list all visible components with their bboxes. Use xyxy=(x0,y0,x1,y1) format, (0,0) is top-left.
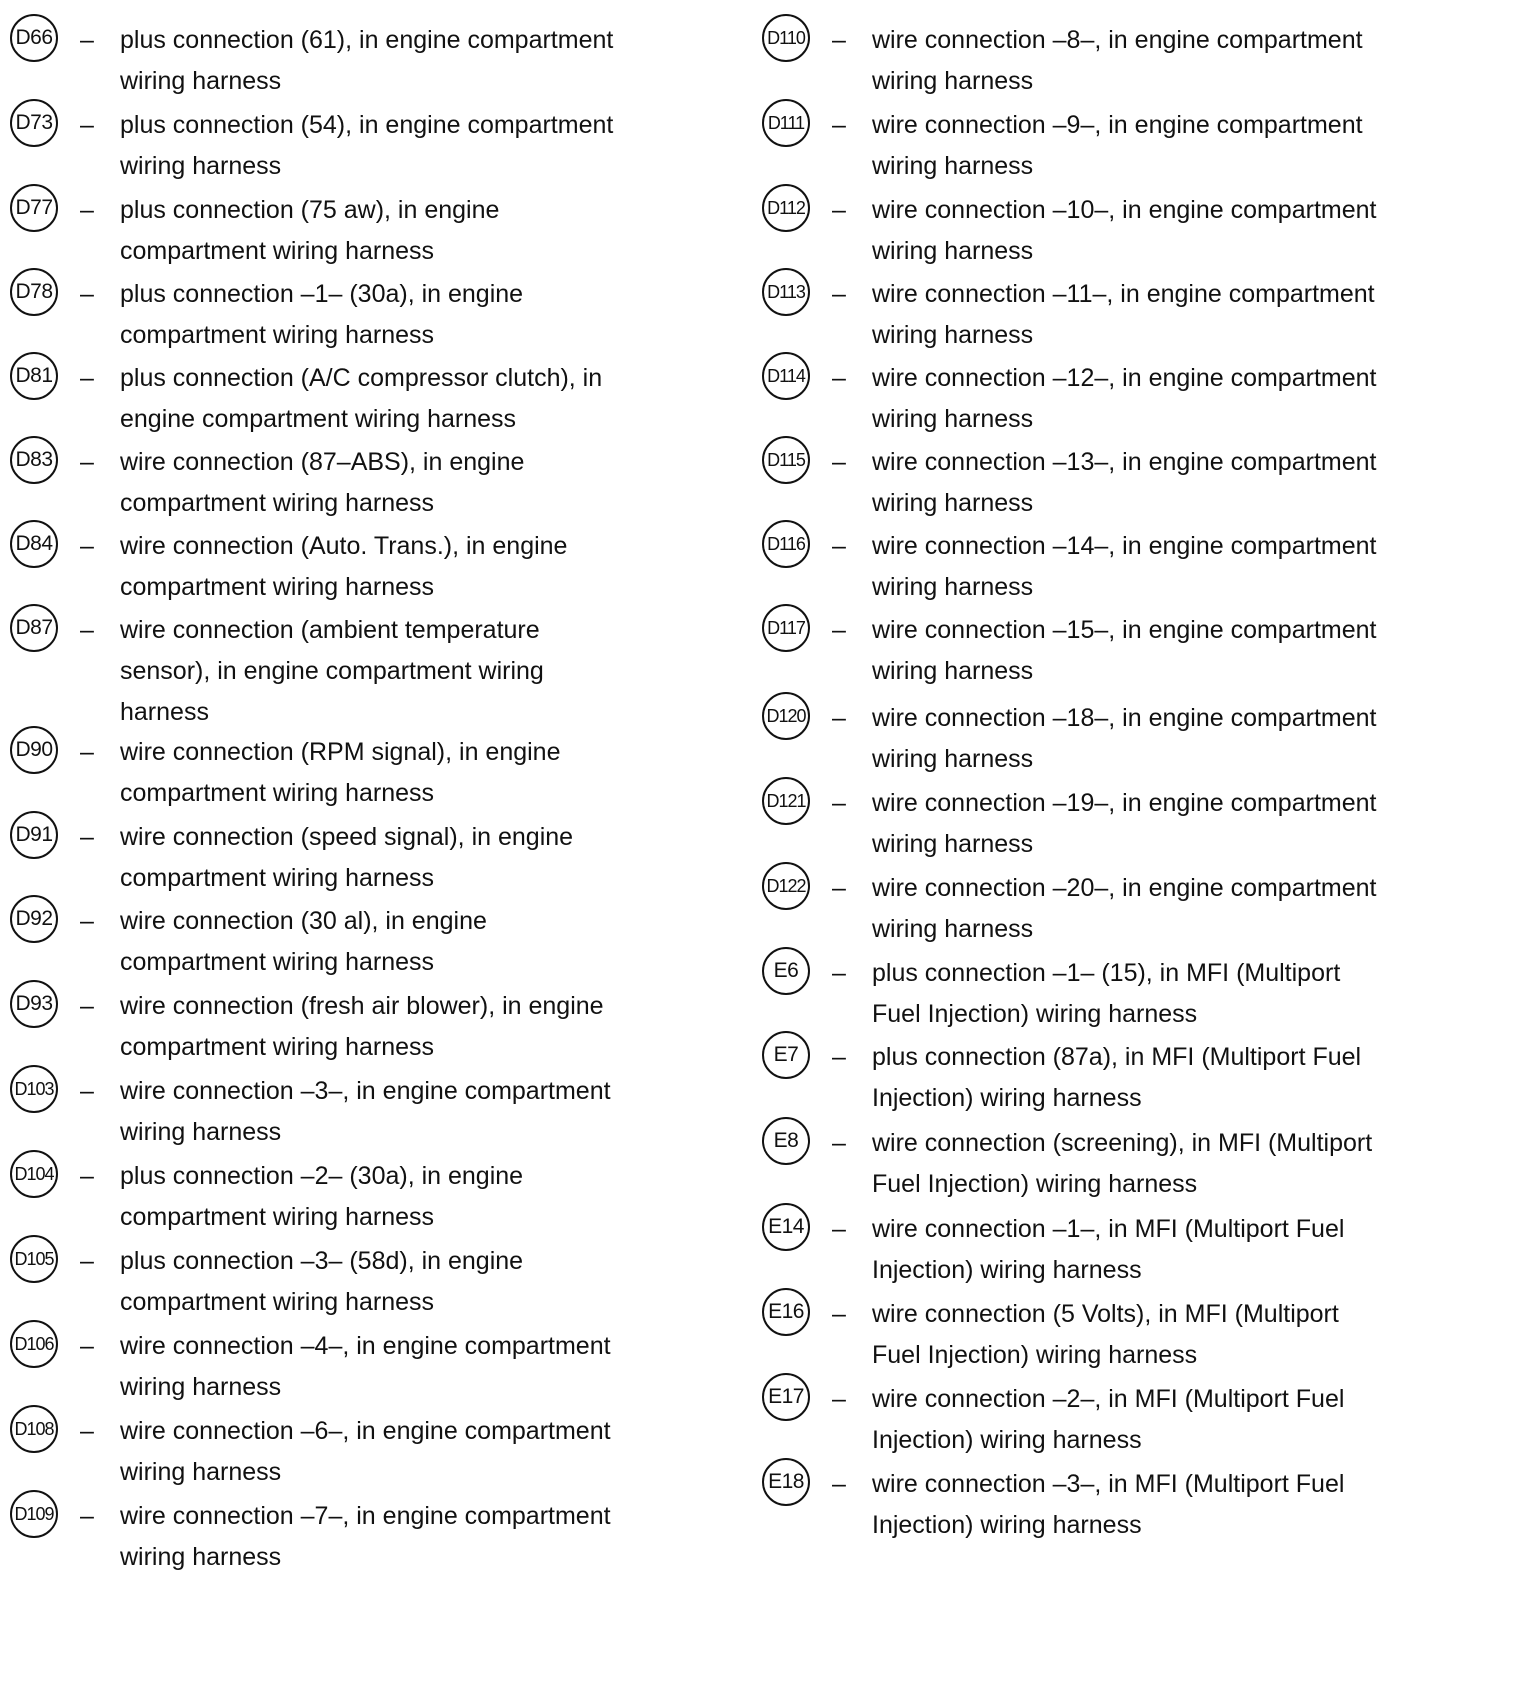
connector-description: wire connection –14–, in engine compartment wiring harness xyxy=(872,532,1377,601)
connector-code-badge: D81 xyxy=(10,352,58,400)
connector-description: wire connection –1–, in MFI (Multiport Fuel Injection) wiring harness xyxy=(872,1215,1345,1284)
separator-dash: – xyxy=(832,1300,846,1328)
connector-description: wire connection –15–, in engine compartment wiring harness xyxy=(872,616,1377,685)
separator-dash: – xyxy=(80,196,94,224)
connector-description: wire connection (87–ABS), in engine compartment wiring harness xyxy=(120,448,525,517)
connector-code-badge: D104 xyxy=(10,1150,58,1198)
connector-description: wire connection –3–, in engine compartment wiring harness xyxy=(120,1077,611,1146)
separator-dash: – xyxy=(832,532,846,560)
connector-code-badge: D120 xyxy=(762,692,810,740)
connector-code-badge: E16 xyxy=(762,1288,810,1336)
separator-dash: – xyxy=(80,823,94,851)
connector-code-badge: D91 xyxy=(10,811,58,859)
separator-dash: – xyxy=(832,111,846,139)
connector-code-badge: D90 xyxy=(10,726,58,774)
connector-code-badge: E8 xyxy=(762,1117,810,1165)
connector-description: wire connection (RPM signal), in engine compartment wiring harness xyxy=(120,738,561,807)
separator-dash: – xyxy=(80,1417,94,1445)
separator-dash: – xyxy=(80,1502,94,1530)
separator-dash: – xyxy=(80,1332,94,1360)
connector-description: wire connection (ambient temperature sensor), in engine compartment wiring harness xyxy=(120,616,544,726)
connector-code-badge: D113 xyxy=(762,268,810,316)
connector-description: plus connection –2– (30a), in engine compartment wiring harness xyxy=(120,1162,524,1231)
separator-dash: – xyxy=(80,1162,94,1190)
connector-description: wire connection –9–, in engine compartment wiring harness xyxy=(872,111,1363,180)
connector-description: plus connection (61), in engine compartment wiring harness xyxy=(120,26,614,95)
connector-description: wire connection –11–, in engine compartment wiring harness xyxy=(872,280,1375,349)
separator-dash: – xyxy=(80,907,94,935)
connector-code-badge: D92 xyxy=(10,895,58,943)
separator-dash: – xyxy=(832,616,846,644)
separator-dash: – xyxy=(832,704,846,732)
connector-code-badge: D106 xyxy=(10,1320,58,1368)
connector-description: wire connection –12–, in engine compartment wiring harness xyxy=(872,364,1377,433)
connector-code-badge: D114 xyxy=(762,352,810,400)
connector-description: plus connection –1– (30a), in engine compartment wiring harness xyxy=(120,280,524,349)
separator-dash: – xyxy=(832,448,846,476)
connector-code-badge: D110 xyxy=(762,14,810,62)
separator-dash: – xyxy=(832,1470,846,1498)
separator-dash: – xyxy=(832,1129,846,1157)
connector-description: wire connection –10–, in engine compartment wiring harness xyxy=(872,196,1377,265)
connector-code-badge: D115 xyxy=(762,436,810,484)
separator-dash: – xyxy=(80,532,94,560)
separator-dash: – xyxy=(80,616,94,644)
connector-description: wire connection –8–, in engine compartment wiring harness xyxy=(872,26,1363,95)
separator-dash: – xyxy=(80,1247,94,1275)
connector-description: plus connection (A/C compressor clutch), in engine compartment wiring harness xyxy=(120,364,603,433)
connector-description: wire connection (speed signal), in engine compartment wiring harness xyxy=(120,823,574,892)
connector-code-badge: D87 xyxy=(10,604,58,652)
connector-code-badge: E14 xyxy=(762,1203,810,1251)
connector-description: plus connection (75 aw), in engine compartment wiring harness xyxy=(120,196,500,265)
separator-dash: – xyxy=(832,26,846,54)
connector-code-badge: D112 xyxy=(762,184,810,232)
connector-description: wire connection –2–, in MFI (Multiport Fuel Injection) wiring harness xyxy=(872,1385,1345,1454)
separator-dash: – xyxy=(832,364,846,392)
connector-description: plus connection (54), in engine compartment wiring harness xyxy=(120,111,614,180)
connector-code-badge: E6 xyxy=(762,947,810,995)
separator-dash: – xyxy=(80,1077,94,1105)
connector-description: wire connection (30 al), in engine compartment wiring harness xyxy=(120,907,487,976)
connector-description: wire connection –6–, in engine compartment wiring harness xyxy=(120,1417,611,1486)
connector-code-badge: E18 xyxy=(762,1458,810,1506)
connector-description: plus connection –1– (15), in MFI (Multiport Fuel Injection) wiring harness xyxy=(872,959,1341,1028)
separator-dash: – xyxy=(80,364,94,392)
separator-dash: – xyxy=(832,280,846,308)
separator-dash: – xyxy=(80,111,94,139)
connector-code-badge: D78 xyxy=(10,268,58,316)
connector-code-badge: E7 xyxy=(762,1031,810,1079)
connector-description: wire connection –7–, in engine compartment wiring harness xyxy=(120,1502,611,1571)
connector-code-badge: D66 xyxy=(10,14,58,62)
connector-description: wire connection (Auto. Trans.), in engine compartment wiring harness xyxy=(120,532,568,601)
connector-code-badge: D108 xyxy=(10,1405,58,1453)
connector-description: wire connection –19–, in engine compartment wiring harness xyxy=(872,789,1377,858)
separator-dash: – xyxy=(80,280,94,308)
separator-dash: – xyxy=(832,1215,846,1243)
separator-dash: – xyxy=(832,1043,846,1071)
connector-code-badge: D84 xyxy=(10,520,58,568)
connector-code-badge: D122 xyxy=(762,862,810,910)
connector-code-badge: D93 xyxy=(10,980,58,1028)
connector-code-badge: D116 xyxy=(762,520,810,568)
separator-dash: – xyxy=(832,959,846,987)
connector-code-badge: D77 xyxy=(10,184,58,232)
connector-code-badge: D83 xyxy=(10,436,58,484)
connector-description: wire connection –18–, in engine compartment wiring harness xyxy=(872,704,1377,773)
connector-code-badge: D111 xyxy=(762,99,810,147)
separator-dash: – xyxy=(80,26,94,54)
connector-description: wire connection –13–, in engine compartment wiring harness xyxy=(872,448,1377,517)
connector-code-badge: D117 xyxy=(762,604,810,652)
connector-code-badge: D121 xyxy=(762,777,810,825)
separator-dash: – xyxy=(80,448,94,476)
connector-description: wire connection –4–, in engine compartment wiring harness xyxy=(120,1332,611,1401)
separator-dash: – xyxy=(832,874,846,902)
connector-description: plus connection –3– (58d), in engine compartment wiring harness xyxy=(120,1247,524,1316)
connector-code-badge: E17 xyxy=(762,1373,810,1421)
connector-code-badge: D109 xyxy=(10,1490,58,1538)
connector-description: wire connection (fresh air blower), in engine compartment wiring harness xyxy=(120,992,604,1061)
separator-dash: – xyxy=(832,1385,846,1413)
connector-description: wire connection (5 Volts), in MFI (Multiport Fuel Injection) wiring harness xyxy=(872,1300,1339,1369)
separator-dash: – xyxy=(80,738,94,766)
connector-code-badge: D103 xyxy=(10,1065,58,1113)
connector-code-badge: D105 xyxy=(10,1235,58,1283)
connector-description: wire connection –3–, in MFI (Multiport Fuel Injection) wiring harness xyxy=(872,1470,1345,1539)
connector-code-badge: D73 xyxy=(10,99,58,147)
separator-dash: – xyxy=(80,992,94,1020)
separator-dash: – xyxy=(832,196,846,224)
connector-description: plus connection (87a), in MFI (Multiport Fuel Injection) wiring harness xyxy=(872,1043,1362,1112)
separator-dash: – xyxy=(832,789,846,817)
connector-description: wire connection –20–, in engine compartment wiring harness xyxy=(872,874,1377,943)
connector-description: wire connection (screening), in MFI (Multiport Fuel Injection) wiring harness xyxy=(872,1129,1373,1198)
